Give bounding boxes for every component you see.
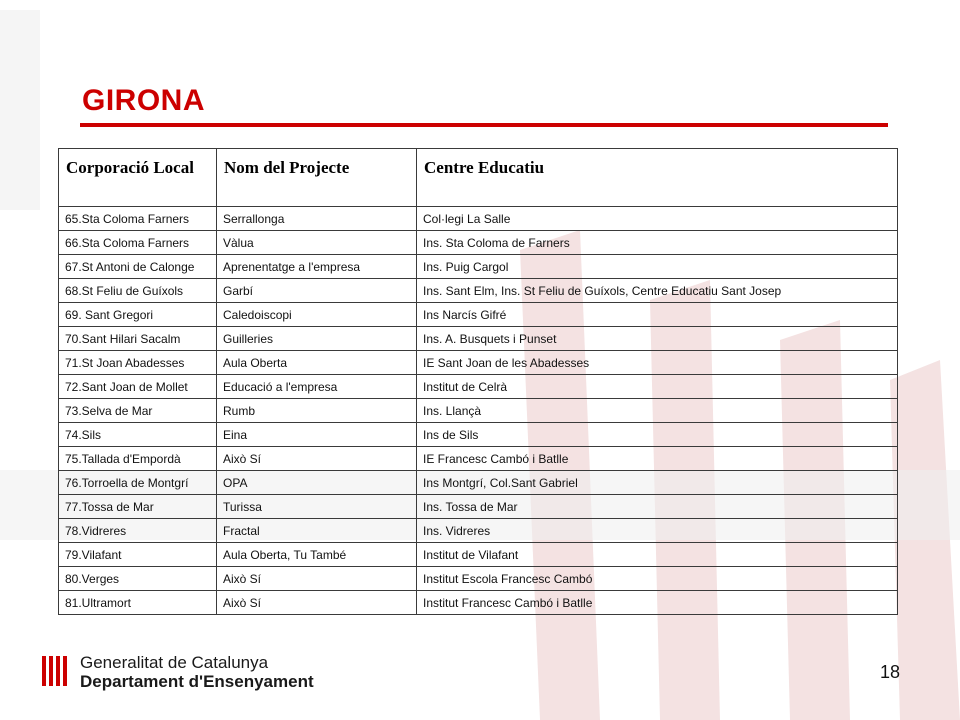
cell-nom-projecte: Fractal [217, 519, 417, 543]
cell-corporacio-local: 71.St Joan Abadesses [59, 351, 217, 375]
header-corporacio-local: Corporació Local [59, 149, 217, 207]
cell-centre-educatiu: Institut Escola Francesc Cambó [417, 567, 898, 591]
table-row [59, 375, 898, 399]
cell-nom-projecte: Rumb [217, 399, 417, 423]
cell-corporacio-local: 69. Sant Gregori [59, 303, 217, 327]
table-row [59, 303, 898, 327]
projects-table [58, 148, 898, 615]
cell-corporacio-local: 78.Vidreres [59, 519, 217, 543]
cell-centre-educatiu: Ins. Puig Cargol [417, 255, 898, 279]
cell-centre-educatiu: Ins. A. Busquets i Punset [417, 327, 898, 351]
cell-corporacio-local: 75.Tallada d'Empordà [59, 447, 217, 471]
cell-nom-projecte: Vàlua [217, 231, 417, 255]
table-row [59, 447, 898, 471]
header-nom-projecte: Nom del Projecte [217, 149, 417, 207]
cell-centre-educatiu: Ins. Tossa de Mar [417, 495, 898, 519]
cell-corporacio-local: 72.Sant Joan de Mollet [59, 375, 217, 399]
cell-corporacio-local: 66.Sta Coloma Farners [59, 231, 217, 255]
cell-centre-educatiu: Institut de Celrà [417, 375, 898, 399]
cell-nom-projecte: Guilleries [217, 327, 417, 351]
table-row [59, 351, 898, 375]
cell-centre-educatiu: Ins. Sant Elm, Ins. St Feliu de Guíxols, Centre Educatiu Sant Josep [417, 279, 898, 303]
cell-corporacio-local: 76.Torroella de Montgrí [59, 471, 217, 495]
table-row [59, 519, 898, 543]
cell-centre-educatiu: Ins Montgrí, Col.Sant Gabriel [417, 471, 898, 495]
cell-nom-projecte: Turissa [217, 495, 417, 519]
cell-corporacio-local: 77.Tossa de Mar [59, 495, 217, 519]
cell-centre-educatiu: Ins Narcís Gifré [417, 303, 898, 327]
table-row [59, 207, 898, 231]
cell-centre-educatiu: Ins. Llançà [417, 399, 898, 423]
table-row [59, 543, 898, 567]
organization-name [80, 653, 314, 691]
cell-centre-educatiu: Institut de Vilafant [417, 543, 898, 567]
cell-centre-educatiu: Ins de Sils [417, 423, 898, 447]
table-row [59, 471, 898, 495]
cell-nom-projecte: Això Sí [217, 591, 417, 615]
table-row [59, 495, 898, 519]
table-body [59, 207, 898, 615]
cell-corporacio-local: 80.Verges [59, 567, 217, 591]
cell-nom-projecte: Això Sí [217, 447, 417, 471]
cell-corporacio-local: 74.Sils [59, 423, 217, 447]
cell-nom-projecte: Educació a l'empresa [217, 375, 417, 399]
cell-centre-educatiu: Institut Francesc Cambó i Batlle [417, 591, 898, 615]
cell-corporacio-local: 68.St Feliu de Guíxols [59, 279, 217, 303]
cell-corporacio-local: 73.Selva de Mar [59, 399, 217, 423]
table-row [59, 279, 898, 303]
cell-nom-projecte: Eina [217, 423, 417, 447]
cell-corporacio-local: 79.Vilafant [59, 543, 217, 567]
cell-nom-projecte: Aprenentatge a l'empresa [217, 255, 417, 279]
cell-nom-projecte: Aula Oberta [217, 351, 417, 375]
table-row [59, 423, 898, 447]
org-line-2: Departament d'Ensenyament [80, 672, 314, 691]
cell-corporacio-local: 65.Sta Coloma Farners [59, 207, 217, 231]
cell-corporacio-local: 81.Ultramort [59, 591, 217, 615]
generalitat-logo-icon [40, 654, 70, 688]
cell-nom-projecte: OPA [217, 471, 417, 495]
table-row [59, 399, 898, 423]
page-number: 18 [880, 662, 901, 682]
table-row [59, 255, 898, 279]
cell-centre-educatiu: Ins. Sta Coloma de Farners [417, 231, 898, 255]
cell-centre-educatiu: IE Francesc Cambó i Batlle [417, 447, 898, 471]
cell-nom-projecte: Això Sí [217, 567, 417, 591]
cell-nom-projecte: Aula Oberta, Tu També [217, 543, 417, 567]
cell-corporacio-local: 70.Sant Hilari Sacalm [59, 327, 217, 351]
header-centre-educatiu: Centre Educatiu [417, 149, 898, 207]
table-header-row [59, 149, 898, 207]
cell-corporacio-local: 67.St Antoni de Calonge [59, 255, 217, 279]
org-line-1: Generalitat de Catalunya [80, 653, 269, 672]
cell-nom-projecte: Serrallonga [217, 207, 417, 231]
title-underline [80, 123, 888, 127]
table-row [59, 231, 898, 255]
table-row [59, 327, 898, 351]
slide-title: GIRONA [82, 84, 205, 117]
cell-centre-educatiu: Col·legi La Salle [417, 207, 898, 231]
cell-centre-educatiu: Ins. Vidreres [417, 519, 898, 543]
cell-nom-projecte: Caledoiscopi [217, 303, 417, 327]
table-row [59, 591, 898, 615]
cell-centre-educatiu: IE Sant Joan de les Abadesses [417, 351, 898, 375]
table-row [59, 567, 898, 591]
cell-nom-projecte: Garbí [217, 279, 417, 303]
